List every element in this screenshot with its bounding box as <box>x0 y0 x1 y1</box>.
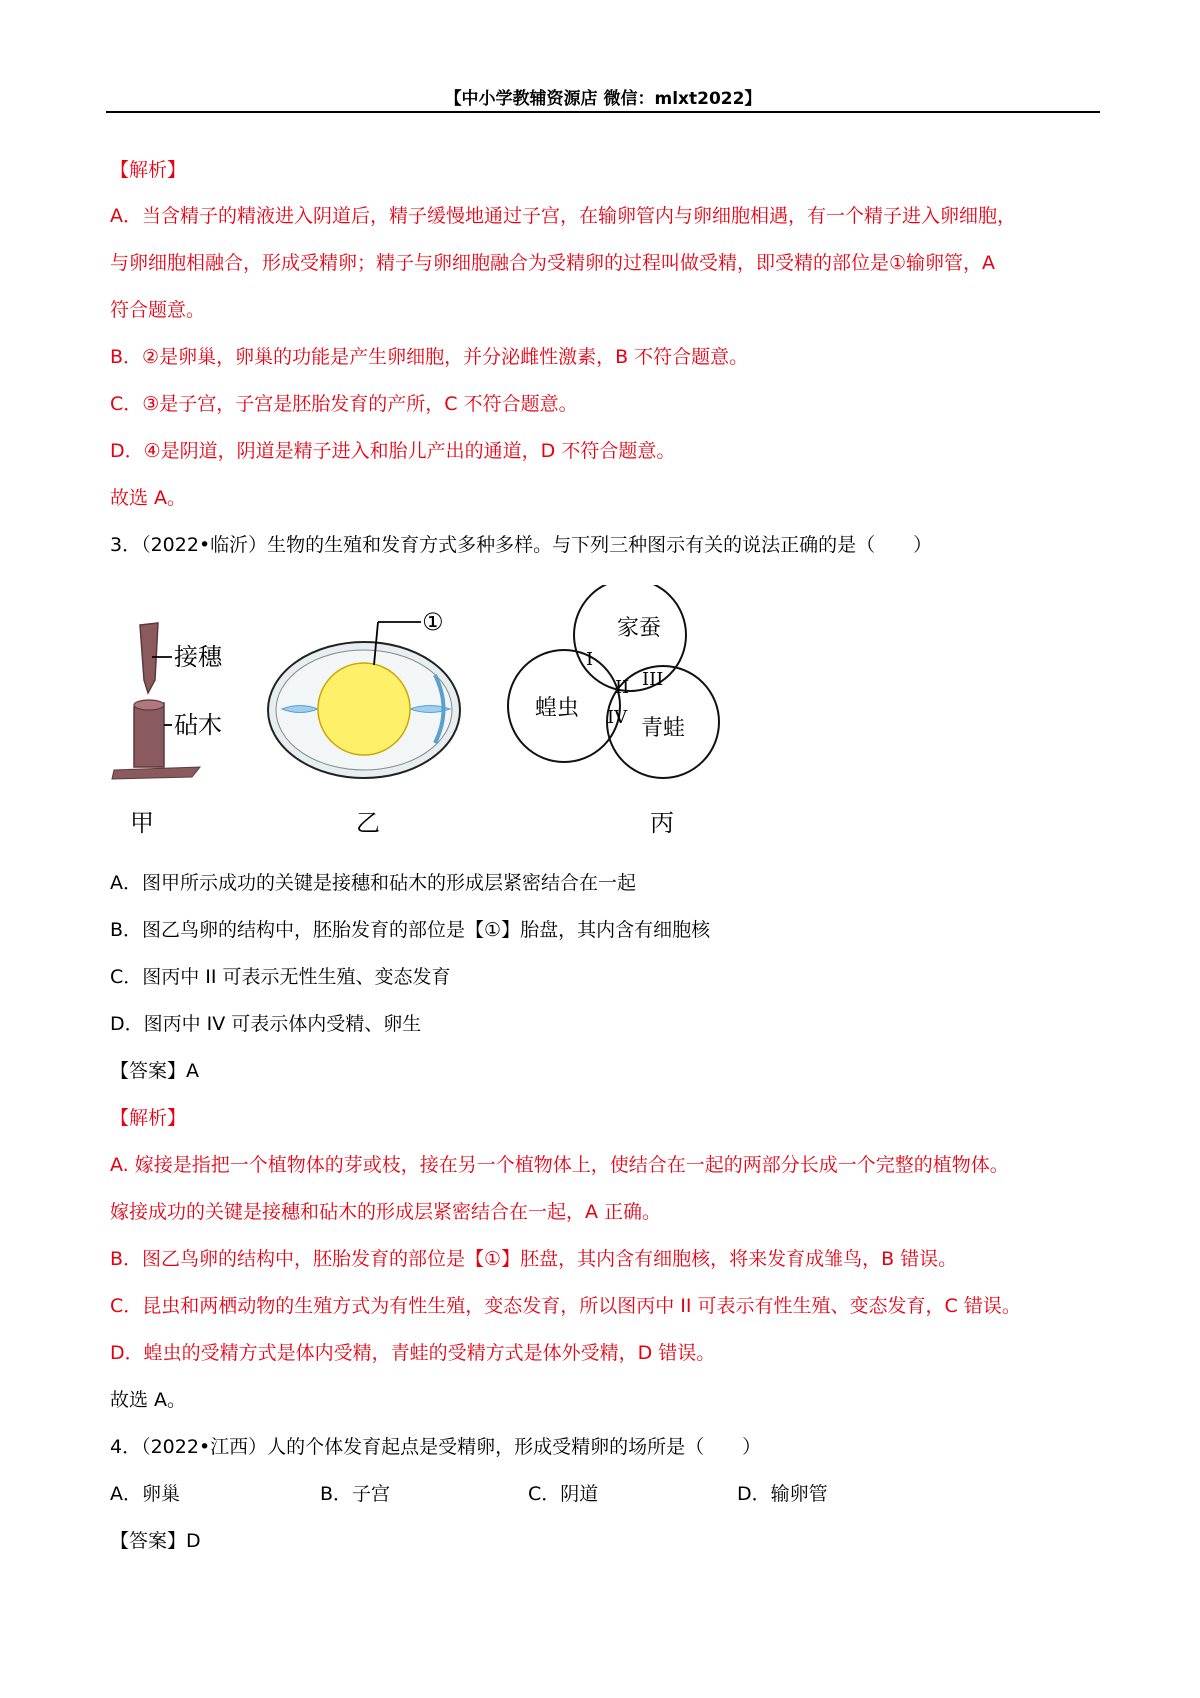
scion-label: 接穗 <box>174 643 222 671</box>
figure-label-yi: 乙 <box>356 809 380 837</box>
question-3-answer: 【答案】A <box>110 1060 199 1082</box>
figure-svg <box>110 585 740 840</box>
question-4-option-a: A．卵巢 <box>110 1483 180 1505</box>
figure-bing-venn <box>508 585 719 778</box>
venn-locust-label: 蝗虫 <box>535 696 580 721</box>
question-3-stem: 3．（2022•临沂）生物的生殖和发育方式多种多样。与下列三种图示有关的说法正确的是（ ） <box>110 534 933 556</box>
analysis-conclusion: 故选 A。 <box>110 487 187 509</box>
venn-frog-label: 青蛙 <box>641 716 686 741</box>
question-3-option-d: D．图丙中 IV 可表示体内受精、卵生 <box>110 1013 422 1035</box>
analysis-a-line3: 符合题意。 <box>110 299 206 321</box>
figure-label-jia: 甲 <box>130 809 154 837</box>
question-3-analysis-label: 【解析】 <box>110 1107 187 1129</box>
question-4-answer: 【答案】D <box>110 1530 201 1552</box>
venn-region-4: IV <box>607 707 628 728</box>
question-4-option-d: D．输卵管 <box>737 1483 828 1505</box>
question-3-analysis-b: B．图乙鸟卵的结构中，胚胎发育的部位是【①】胚盘，其内含有细胞核，将来发育成雏鸟，B 错误。 <box>110 1248 958 1270</box>
venn-region-1: I <box>586 649 594 670</box>
venn-region-2: II <box>615 677 630 698</box>
question-3-analysis-d: D．蝗虫的受精方式是体内受精，青蛙的受精方式是体外受精，D 错误。 <box>110 1342 716 1364</box>
analysis-c: C．③是子宫，子宫是胚胎发育的产所，C 不符合题意。 <box>110 393 578 415</box>
venn-silkworm-label: 家蚕 <box>617 616 662 641</box>
page-header: 【中小学教辅资源店 微信：mlxt2022】 <box>444 89 762 109</box>
question-4-option-c: C．阴道 <box>528 1483 599 1505</box>
analysis-d: D．④是阴道，阴道是精子进入和胎儿产出的通道，D 不符合题意。 <box>110 440 676 462</box>
analysis-a-line1: A．当含精子的精液进入阴道后，精子缓慢地通过子宫，在输卵管内与卵细胞相遇，有一个精子进入卵细胞， <box>110 205 1017 227</box>
question-3-figure <box>110 585 740 840</box>
question-3-option-b: B．图乙鸟卵的结构中，胚胎发育的部位是【①】胎盘，其内含有细胞核 <box>110 919 711 941</box>
question-3-option-a: A．图甲所示成功的关键是接穗和砧木的形成层紧密结合在一起 <box>110 872 636 894</box>
header-divider <box>106 111 1100 113</box>
figure-label-bing: 丙 <box>650 809 674 837</box>
analysis-label: 【解析】 <box>110 159 187 181</box>
question-4-option-b: B．子宫 <box>320 1483 391 1505</box>
venn-region-3: III <box>642 669 664 690</box>
question-3-analysis-a1: A. 嫁接是指把一个植物体的芽或枝，接在另一个植物体上，使结合在一起的两部分长成一个完整的植物体。 <box>110 1154 1009 1176</box>
question-3-analysis-a2: 嫁接成功的关键是接穗和砧木的形成层紧密结合在一起，A 正确。 <box>110 1201 662 1223</box>
figure-yi-egg <box>268 622 460 778</box>
analysis-a-line2: 与卵细胞相融合，形成受精卵；精子与卵细胞融合为受精卵的过程叫做受精，即受精的部位是①输卵管，A <box>110 252 996 274</box>
question-4-stem: 4．（2022•江西）人的个体发育起点是受精卵，形成受精卵的场所是（ ） <box>110 1436 762 1458</box>
yi-marker: ① <box>422 608 444 636</box>
question-3-option-c: C．图丙中 II 可表示无性生殖、变态发育 <box>110 966 451 988</box>
rootstock-label: 砧木 <box>174 711 222 739</box>
analysis-b: B．②是卵巢，卵巢的功能是产生卵细胞，并分泌雌性激素，B 不符合题意。 <box>110 346 749 368</box>
question-3-conclusion: 故选 A。 <box>110 1389 187 1411</box>
question-3-analysis-c: C．昆虫和两栖动物的生殖方式为有性生殖，变态发育，所以图丙中 II 可表示有性生殖、变态发育，C 错误。 <box>110 1295 1021 1317</box>
